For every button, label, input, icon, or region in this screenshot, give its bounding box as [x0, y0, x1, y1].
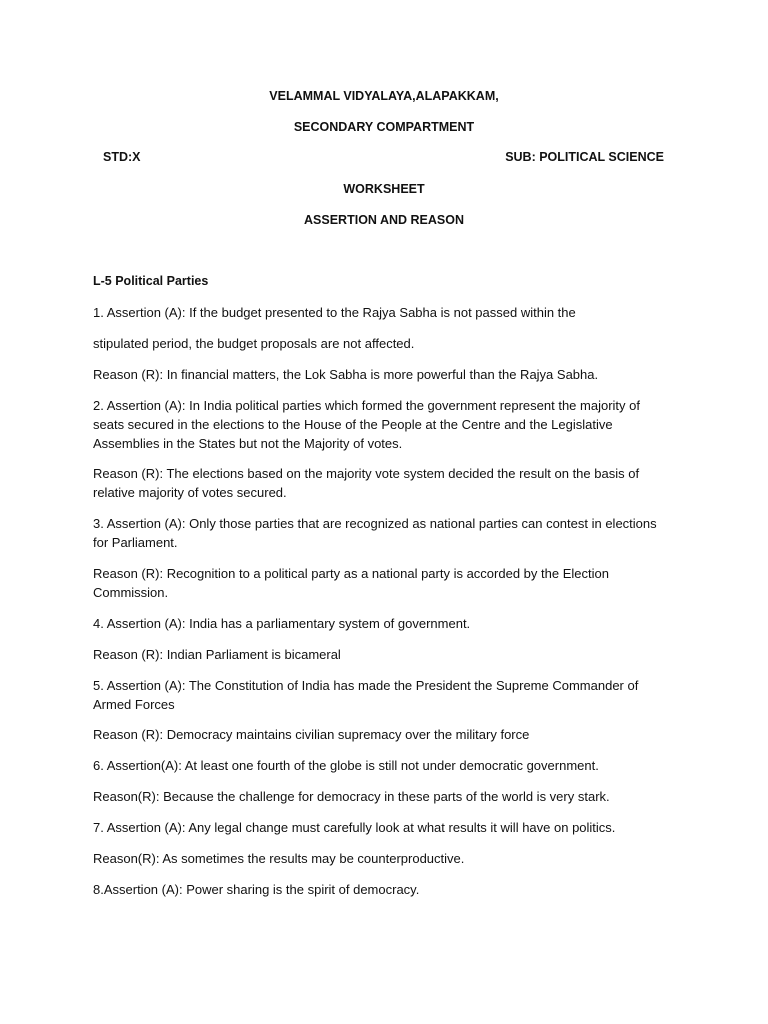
- q8-assertion: 8.Assertion (A): Power sharing is the spirit of democracy.: [93, 882, 420, 897]
- q6-reason: Reason(R): Because the challenge for democracy in these parts of the world is very stark.: [93, 789, 610, 804]
- subject-label: SUB: POLITICAL SCIENCE: [505, 150, 664, 164]
- q1-assertion-line1: 1. Assertion (A): If the budget presented to the Rajya Sabha is not passed within the: [93, 305, 576, 320]
- q2-reason: Reason (R): The elections based on the majority vote system decided the result on the basis of relative majority of votes secured.: [93, 466, 640, 500]
- q7-assertion: 7. Assertion (A): Any legal change must carefully look at what results it will have on politics.: [93, 820, 616, 835]
- topic-title: ASSERTION AND REASON: [304, 213, 464, 227]
- q2-assertion: 2. Assertion (A): In India political parties which formed the government represent the majority of seats secured in the elections to the House of the People at the Centre and the Legislative Assemblies in the States but not the Majority of votes.: [93, 398, 640, 451]
- q5-assertion: 5. Assertion (A): The Constitution of India has made the President the Supreme Commander of Armed Forces: [93, 678, 639, 712]
- school-name: VELAMMAL VIDYALAYA,ALAPAKKAM,: [269, 89, 499, 103]
- std-subject-line: [103, 149, 664, 165]
- compartment-title: SECONDARY COMPARTMENT: [293, 120, 475, 134]
- q3-assertion: 3. Assertion (A): Only those parties that are recognized as national parties can contest in elections for Parliament.: [93, 516, 657, 550]
- q5-reason: Reason (R): Democracy maintains civilian supremacy over the military force: [93, 727, 530, 742]
- q1-assertion-line2: stipulated period, the budget proposals are not affected.: [93, 336, 415, 351]
- q7-reason: Reason(R): As sometimes the results may be counterproductive.: [93, 851, 465, 866]
- lesson-heading: L-5 Political Parties: [93, 274, 209, 288]
- worksheet-title: WORKSHEET: [343, 182, 425, 196]
- q4-assertion: 4. Assertion (A): India has a parliamentary system of government.: [93, 616, 471, 631]
- q4-reason: Reason (R): Indian Parliament is bicameral: [93, 647, 341, 662]
- q3-reason: Reason (R): Recognition to a political party as a national party is accorded by the Election Commission.: [93, 566, 609, 600]
- q1-reason: Reason (R): In financial matters, the Lok Sabha is more powerful than the Rajya Sabha.: [93, 367, 599, 382]
- q6-assertion: 6. Assertion(A): At least one fourth of the globe is still not under democratic government.: [93, 758, 599, 773]
- std-label: STD:X: [103, 150, 141, 164]
